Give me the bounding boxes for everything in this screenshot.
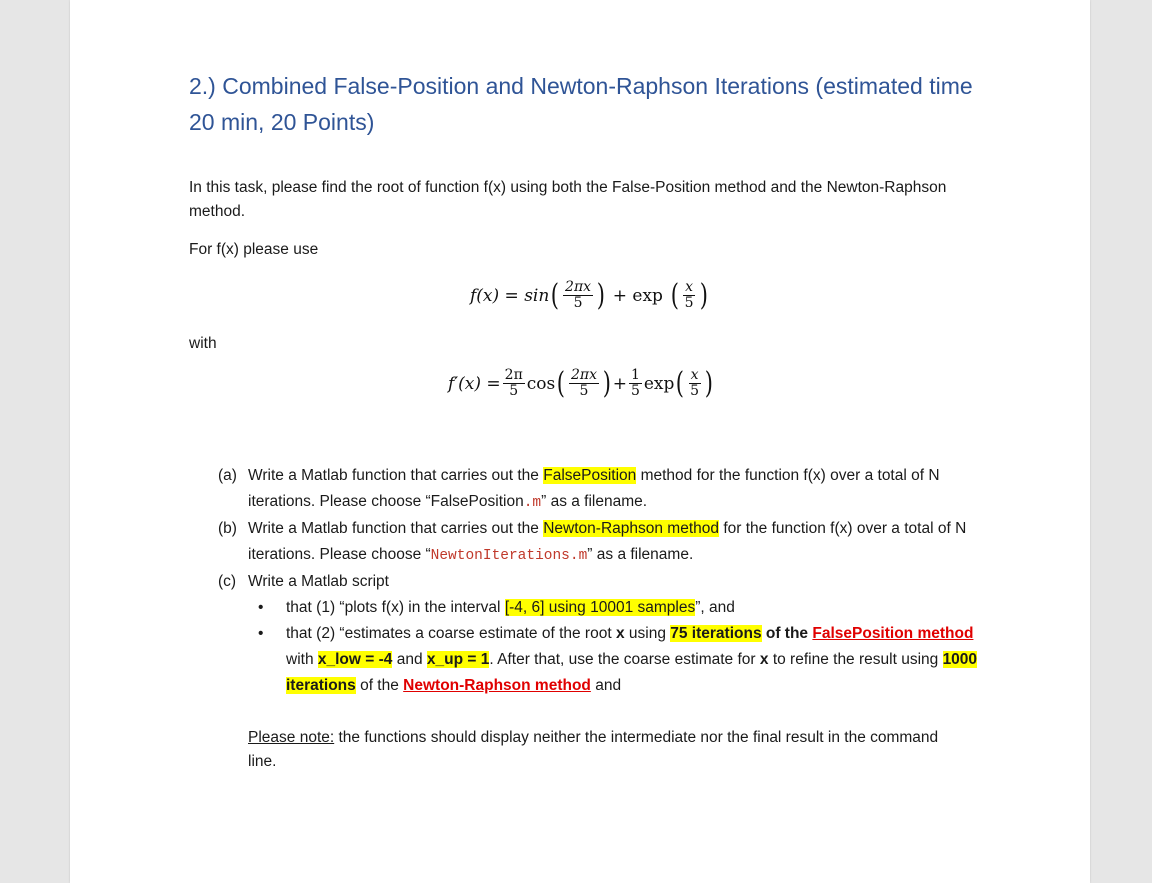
fraction [629, 368, 642, 399]
paren-close: ) [699, 277, 708, 313]
bullet-icon: • [258, 599, 264, 616]
with-label: with [189, 335, 217, 352]
task-list [218, 463, 998, 699]
fraction [503, 368, 525, 399]
frac-num: 2πx [570, 367, 597, 383]
frac-num: x [685, 279, 694, 295]
plus-sign: + [612, 373, 627, 394]
item-label: (a) [218, 467, 237, 484]
formula-fprime-lhs: f′(x) = [448, 373, 501, 394]
note-label: Please note: [248, 729, 335, 746]
frac-num: 2πx [565, 279, 592, 295]
frac-den: 5 [690, 383, 700, 399]
paren-open: ( [676, 365, 685, 401]
section-heading: 2.) Combined False-Position and Newton-Raphson Iterations (estimated time 20 min, 20 Points) [189, 73, 973, 135]
list-item-b: (b) Write a Matlab function that carries out the Newton-Raphson method for the function f(x) over a total of N iterations. Please choose “NewtonIterations.m” as a filename. [218, 516, 998, 569]
frac-den: 5 [579, 383, 589, 399]
list-item-a: (a) Write a Matlab function that carries out the FalsePosition method for the function f(x) over a total of N iterations. Please choose “FalsePosition.m” as a filename. [218, 463, 998, 516]
highlight: x_low = -4 [317, 651, 393, 668]
formula-f-mid: + exp [612, 285, 663, 306]
item-label: (c) [218, 573, 237, 590]
paren-open: ( [670, 277, 679, 313]
code-text: NewtonIterations.m [430, 548, 588, 564]
highlight: FalsePosition [543, 467, 637, 484]
exp-text: exp [643, 373, 675, 394]
paren-open: ( [557, 365, 566, 401]
red-link-text: Newton-Raphson method [403, 677, 591, 694]
formula-f [470, 277, 709, 313]
document-page [70, 0, 1090, 883]
paren-close: ) [596, 277, 606, 313]
cos-text: cos [526, 373, 556, 394]
highlight: Newton-Raphson method [543, 520, 720, 537]
bullet-item: • that (2) “estimates a coarse estimate of the root x using 75 iterations of the FalsePosition method with x_low = -4 and x_up = 1. After that, use the coarse estimate for x to refine the result using 1000 iterations of the Newton-Raphson method and [248, 621, 998, 699]
code-text: .m [523, 495, 542, 511]
frac-num: 1 [630, 367, 640, 383]
list-item-c: (c) Write a Matlab script • that (1) “plots f(x) in the interval [-4, 6] using 10001 samples”, and • that (2) “estimates a coarse estimate of the root x using 75 iterations of the FalsePosition method with x_low = -4 and x_up = 1. After that, use the coarse estimate for x to refine the result using 1000 iterations of the Newton-Raphson method and [218, 569, 998, 699]
intro-paragraph: In this task, please find the root of function f(x) using both the False-Position method and the Newton-Raphson method. [189, 179, 947, 220]
frac-num: 2π [504, 367, 523, 383]
fraction [569, 368, 599, 399]
note-paragraph [248, 726, 968, 774]
highlight: 75 iterations [670, 625, 762, 642]
formula-f-lhs: f(x) = sin [470, 285, 550, 306]
highlight: x_up = 1 [426, 651, 490, 668]
bullet-item: • that (1) “plots f(x) in the interval [-4, 6] using 10001 samples”, and [248, 595, 998, 621]
item-label: (b) [218, 520, 237, 537]
fraction [563, 280, 593, 311]
frac-den: 5 [573, 295, 583, 311]
bullet-icon: • [258, 625, 264, 642]
fraction [688, 368, 701, 399]
fraction [683, 280, 696, 311]
frac-den: 5 [509, 383, 519, 399]
frac-den: 5 [684, 295, 694, 311]
red-link-text: FalsePosition method [812, 625, 974, 642]
frac-num: x [690, 367, 699, 383]
note-text: the functions should display neither the intermediate nor the final result in the command line. [248, 729, 939, 770]
paren-open: ( [551, 277, 560, 313]
paren-close: ) [704, 365, 714, 401]
frac-den: 5 [630, 383, 640, 399]
highlight: 1000 iterations [286, 651, 978, 694]
paren-close: ) [602, 365, 611, 401]
formula-fprime [448, 365, 715, 401]
highlight: [-4, 6] using 10001 samples [504, 599, 696, 616]
for-fx-label: For f(x) please use [189, 241, 319, 258]
